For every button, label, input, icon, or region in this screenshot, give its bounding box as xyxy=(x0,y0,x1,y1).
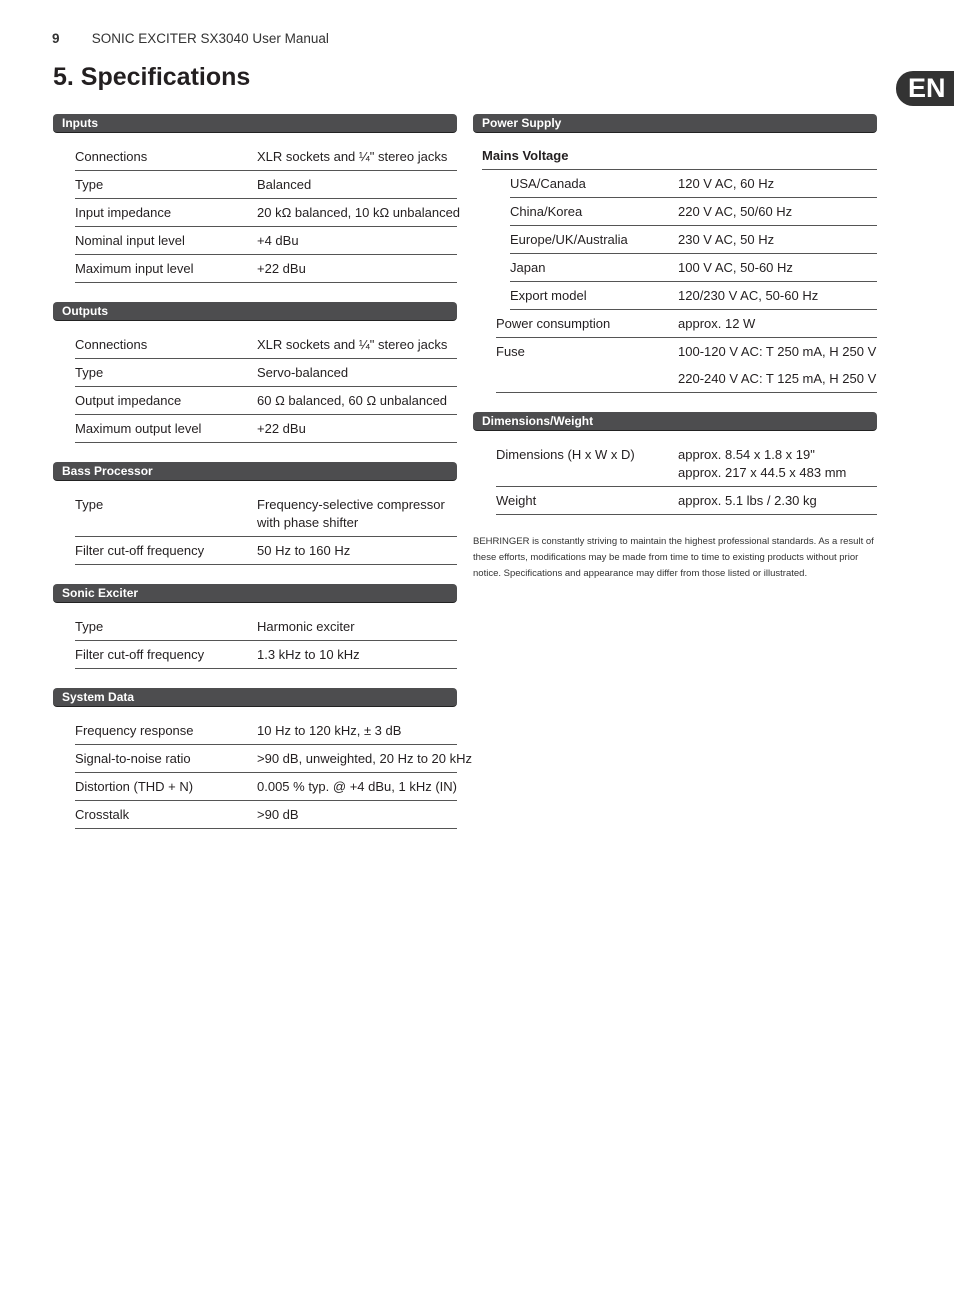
spec-label: Distortion (THD + N) xyxy=(75,779,194,794)
spec-label: Type xyxy=(75,177,104,192)
spec-value: 230 V AC, 50 Hz xyxy=(678,232,775,247)
spec-value: 20 kΩ balanced, 10 kΩ unbalanced xyxy=(257,205,461,220)
spec-row xyxy=(75,171,457,199)
spec-label: Power consumption xyxy=(496,316,611,331)
spec-value-line: 100-120 V AC: T 250 mA, H 250 V xyxy=(678,344,877,359)
spec-row xyxy=(496,441,877,487)
spec-value: +22 dBu xyxy=(257,261,306,276)
spec-value: 120 V AC, 60 Hz xyxy=(678,176,775,191)
section-sonic-exciter xyxy=(53,584,457,669)
spec-label: Input impedance xyxy=(75,205,172,220)
spec-row xyxy=(75,227,457,255)
spec-row xyxy=(510,254,877,282)
section-power-supply xyxy=(473,114,877,393)
spec-value-line: approx. 217 x 44.5 x 483 mm xyxy=(678,465,847,480)
spec-label: Output impedance xyxy=(75,393,182,408)
spec-value: 50 Hz to 160 Hz xyxy=(257,543,351,558)
spec-value: XLR sockets and ¼" stereo jacks xyxy=(257,337,448,352)
spec-label: Europe/UK/Australia xyxy=(510,232,628,247)
left-column xyxy=(53,114,472,848)
spec-value: 0.005 % typ. @ +4 dBu, 1 kHz (IN) xyxy=(257,779,457,794)
spec-row xyxy=(75,613,457,641)
manual-title: SONIC EXCITER SX3040 User Manual xyxy=(91,31,329,46)
spec-value: 220 V AC, 50/60 Hz xyxy=(678,204,793,219)
spec-label: China/Korea xyxy=(510,204,583,219)
section-header: Dimensions/Weight xyxy=(473,412,877,431)
spec-value: Balanced xyxy=(257,177,312,192)
language-badge: EN xyxy=(896,71,954,106)
spec-value-line: Frequency-selective compressor xyxy=(257,497,445,512)
spec-value-line: approx. 8.54 x 1.8 x 19" xyxy=(678,447,815,462)
spec-label: Maximum output level xyxy=(75,421,202,436)
spec-label: Weight xyxy=(496,493,537,508)
section-bass-processor xyxy=(53,462,457,565)
spec-value-line: with phase shifter xyxy=(257,515,359,530)
spec-label: Connections xyxy=(75,149,148,164)
section-header: Sonic Exciter xyxy=(53,584,457,603)
disclaimer-text: BEHRINGER is constantly striving to maintain the highest professional standards. As a result of these efforts, modifications may be made from time to time to existing products without prior notice. Specifications and appearance may differ from those listed or illustrated. xyxy=(473,536,874,579)
mains-voltage-heading: Mains Voltage xyxy=(482,142,877,170)
spec-label: Dimensions (H x W x D) xyxy=(496,447,635,462)
spec-label: Type xyxy=(75,497,104,512)
spec-label: Filter cut-off frequency xyxy=(75,543,205,558)
spec-value xyxy=(257,496,457,532)
spec-row xyxy=(510,170,877,198)
section-header: Outputs xyxy=(53,302,457,321)
spec-value: 1.3 kHz to 10 kHz xyxy=(257,647,360,662)
spec-row xyxy=(510,226,877,254)
spec-label: Maximum input level xyxy=(75,261,194,276)
spec-row xyxy=(496,487,877,515)
section-outputs xyxy=(53,302,457,443)
spec-row xyxy=(75,641,457,669)
right-column xyxy=(473,114,877,582)
spec-value: approx. 5.1 lbs / 2.30 kg xyxy=(678,493,817,508)
spec-label: Japan xyxy=(510,260,546,275)
page-title: 5. Specifications xyxy=(53,63,251,91)
section-dimensions-weight xyxy=(473,412,877,515)
spec-row xyxy=(510,282,877,310)
spec-row xyxy=(75,143,457,171)
spec-value-line: 220-240 V AC: T 125 mA, H 250 V xyxy=(678,371,877,386)
spec-value: 100 V AC, 50-60 Hz xyxy=(678,260,793,275)
spec-row xyxy=(75,773,457,801)
section-system-data xyxy=(53,688,472,829)
page-header xyxy=(52,31,329,46)
spec-row xyxy=(75,415,457,443)
spec-row xyxy=(496,310,877,338)
section-header: Power Supply xyxy=(473,114,877,133)
spec-row xyxy=(75,331,457,359)
spec-value: 120/230 V AC, 50-60 Hz xyxy=(678,288,819,303)
spec-label: Type xyxy=(75,365,104,380)
spec-value: 10 Hz to 120 kHz, ± 3 dB xyxy=(257,723,402,738)
spec-row xyxy=(496,338,877,393)
spec-label: Frequency response xyxy=(75,723,194,738)
spec-value: XLR sockets and ¼" stereo jacks xyxy=(257,149,448,164)
spec-row xyxy=(75,801,457,829)
spec-label: Export model xyxy=(510,288,587,303)
spec-value: 60 Ω balanced, 60 Ω unbalanced xyxy=(257,393,448,408)
spec-label: Connections xyxy=(75,337,148,352)
spec-row xyxy=(75,255,457,283)
section-inputs xyxy=(53,114,461,283)
spec-label: Type xyxy=(75,619,104,634)
spec-row xyxy=(75,745,472,773)
section-header: Inputs xyxy=(53,114,457,133)
spec-label: Filter cut-off frequency xyxy=(75,647,205,662)
spec-value xyxy=(678,446,877,482)
spec-label: Nominal input level xyxy=(75,233,185,248)
spec-value: +4 dBu xyxy=(257,233,299,248)
spec-label: Fuse xyxy=(496,344,525,359)
spec-label: USA/Canada xyxy=(510,176,586,191)
page-number: 9 xyxy=(52,31,60,46)
spec-value: +22 dBu xyxy=(257,421,306,436)
spec-value: Harmonic exciter xyxy=(257,619,355,634)
spec-value xyxy=(678,343,877,388)
spec-row xyxy=(510,198,877,226)
spec-value: >90 dB xyxy=(257,807,299,822)
spec-row xyxy=(75,717,457,745)
spec-row xyxy=(75,387,457,415)
spec-row xyxy=(75,537,457,565)
spec-value: >90 dB, unweighted, 20 Hz to 20 kHz xyxy=(257,751,472,766)
spec-label: Signal-to-noise ratio xyxy=(75,751,191,766)
spec-value: approx. 12 W xyxy=(678,316,756,331)
section-header: Bass Processor xyxy=(53,462,457,481)
spec-row xyxy=(75,199,461,227)
spec-row xyxy=(75,491,457,537)
spec-label: Crosstalk xyxy=(75,807,130,822)
section-header: System Data xyxy=(53,688,457,707)
spec-row xyxy=(75,359,457,387)
spec-value: Servo-balanced xyxy=(257,365,349,380)
